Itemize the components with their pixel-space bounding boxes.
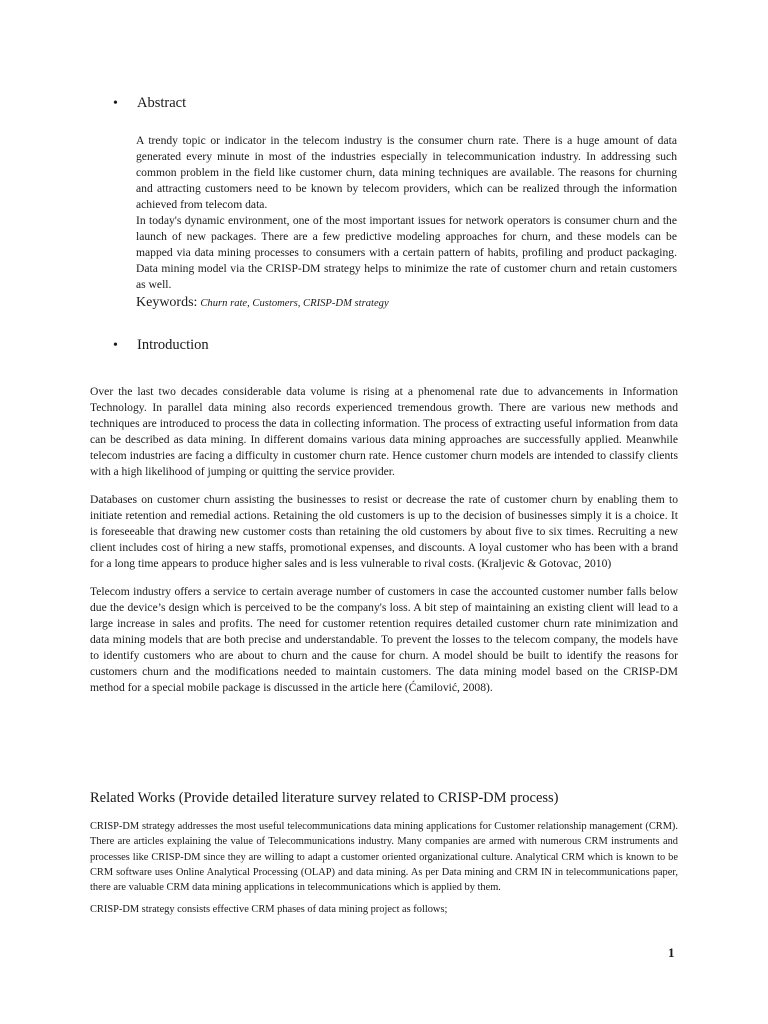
keywords-line bbox=[136, 295, 677, 312]
related-works-heading: Related Works (Provide detailed literature survey related to CRISP-DM process) bbox=[90, 790, 559, 806]
introduction-heading-text: Introduction bbox=[137, 337, 209, 353]
related-works-paragraph: CRISP-DM strategy addresses the most useful telecommunications data mining applications for Customer relationship management (CRM). There are articles explaining the value of Telecommunications industry. Many companies are armed with numerous CRM instruments and processes like CRISP-DM since they are willing to adapt a customer oriented organizational culture. Analytical CRM which is known to be CRM software uses Online Analytical Processing (OLAP) and data mining. As per Data mining and CRM IN in telecommunications paper, there are valuable CRM data mining applications in telecommunications which is applied by them. bbox=[90, 821, 678, 894]
keywords-label: Keywords: bbox=[136, 295, 198, 310]
abstract-body bbox=[136, 133, 677, 312]
introduction-paragraph: Databases on customer churn assisting the businesses to resist or decrease the rate of customer churn by enabling them to initiate retention and remedial actions. Retaining the old customers is up to the decision of businesses simply it is a choice. It is foreseeable that drawing new customer costs than retaining the old customers by about five to six times. Recruiting a new client includes cost of hiring a new staffs, promotional expenses, and discounts. A loyal customer who has been with a brand for a long time appears to produce higher sales and is less vulnerable to rival costs. (Kraljevic & Gotovac, 2010) bbox=[90, 493, 678, 570]
abstract-paragraph: In today's dynamic environment, one of the most important issues for network operators is consumer churn and the launch of new packages. There are a few predictive modeling approaches for churn, and these models can be mapped via data mining processes to consumers with a certain pattern of habits, profiling and product packaging. Data mining model via the CRISP-DM strategy helps to minimize the rate of customer churn and retain customers as well. bbox=[136, 214, 677, 291]
related-works-paragraph: CRISP-DM strategy consists effective CRM phases of data mining project as follows; bbox=[90, 904, 448, 916]
abstract-paragraph: A trendy topic or indicator in the telecom industry is the consumer churn rate. There is a huge amount of data generated every minute in most of the industries especially in telecommunication industry. In addressing such common problem in the field like customer churn, data mining techniques are available. The reasons for churning and attracting customers need to be known by telecom providers, which can be realized through the information achieved from telecom data. bbox=[136, 134, 677, 211]
related-works-body bbox=[90, 819, 678, 918]
introduction-heading bbox=[113, 337, 209, 354]
page-number: 1 bbox=[668, 945, 675, 960]
abstract-heading-text: Abstract bbox=[137, 95, 187, 111]
bullet-icon: • bbox=[113, 95, 118, 111]
keywords-value: Churn rate, Customers, CRISP-DM strategy bbox=[200, 298, 389, 309]
introduction-paragraph: Over the last two decades considerable data volume is rising at a phenomenal rate due to advancements in Information Technology. In parallel data mining also records experienced tremendous growth. There are various new methods and techniques are introduced to process the data in collecting information. The process of extracting useful information from data can be described as data mining. In different domains various data mining approaches are successfully applied. Meanwhile telecom industries are facing a difficulty in customer churn rate. Hence customer churn models are intended to classify clients with a high likelihood of jumping or quitting the service provider. bbox=[90, 385, 678, 478]
bullet-icon: • bbox=[113, 337, 118, 353]
introduction-body bbox=[90, 384, 678, 696]
introduction-paragraph: Telecom industry offers a service to certain average number of customers in case the accounted customer number falls below due the device’s design which is perceived to be the company's loss. A bit step of maintaining an existing client will lead to a large increase in sales and profits. The need for customer retention requires detailed customer churn rate minimization and data mining models that are both precise and understandable. To prevent the losses to the telecom company, the models have to identify customers who are about to churn and the cause for churn. A model should be built to identify the reasons for customers churn and the modifications needed to maintain customers. The data mining model based on the CRISP-DM method for a special mobile package is discussed in the article here (Ćamilović, 2008). bbox=[90, 585, 678, 694]
abstract-heading bbox=[113, 95, 186, 112]
